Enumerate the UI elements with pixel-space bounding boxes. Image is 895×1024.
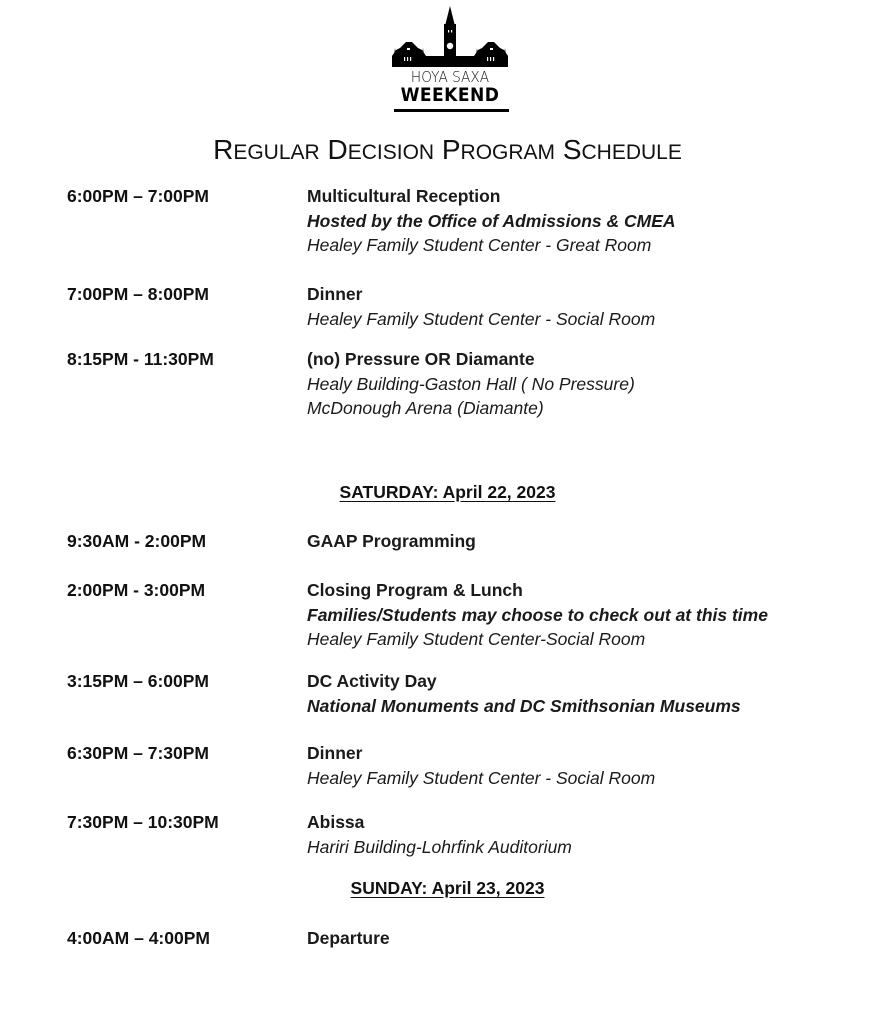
event-time: 6:00PM – 7:00PM (67, 186, 210, 206)
event-time: 4:00AM – 4:00PM (67, 928, 210, 948)
event-note: National Monuments and DC Smithsonian Museums (307, 695, 741, 716)
event-location: Healey Family Student Center - Social Room (307, 767, 656, 788)
title-rest: CHEDULE (581, 141, 682, 164)
event-name: Closing Program & Lunch (307, 580, 523, 600)
logo-line-1: HOYA SAXA (410, 68, 490, 86)
title-rest: EGULAR (233, 141, 320, 164)
event-time: 8:15PM - 11:30PM (67, 349, 214, 369)
event-name: Dinner (307, 743, 363, 763)
day-heading-text: SUNDAY: April 23, 2023 (350, 878, 545, 898)
event-details (307, 529, 476, 554)
event-location: Hariri Building-Lohrfink Auditorium (307, 836, 572, 857)
title-rest: ECISION (347, 141, 435, 164)
title-rest: ROGRAM (460, 141, 556, 164)
title-cap: P (441, 134, 461, 165)
event-location: Healey Family Student Center - Social Room (307, 308, 656, 329)
event-details (307, 741, 655, 790)
event-location: McDonough Arena (Diamante) (307, 398, 544, 418)
event-time: 7:00PM – 8:00PM (67, 284, 210, 304)
event-note: Families/Students may choose to check out at this time (307, 604, 768, 625)
day-heading-saturday (0, 480, 895, 504)
event-details (307, 810, 572, 859)
event-name: Dinner (307, 284, 363, 304)
title-cap: R (213, 134, 234, 165)
healy-hall-tower-icon (388, 4, 512, 72)
event-name: DC Activity Day (307, 671, 437, 691)
logo-line-2: WEEKEND (400, 84, 500, 106)
event-details (307, 926, 390, 951)
event-details (307, 347, 635, 421)
event-name: GAAP Programming (307, 531, 476, 551)
event-time: 2:00PM - 3:00PM (67, 580, 206, 600)
event-name: Departure (307, 928, 390, 948)
logo-underline (394, 109, 509, 112)
day-heading-text: SATURDAY: April 22, 2023 (339, 482, 556, 502)
event-time: 9:30AM - 2:00PM (67, 531, 207, 551)
event-name: (no) Pressure OR Diamante (307, 349, 535, 369)
title-word (442, 134, 555, 165)
page-title (0, 133, 895, 170)
event-note: Hosted by the Office of Admissions & CMEA (307, 210, 676, 231)
event-time: 6:30PM – 7:30PM (67, 743, 210, 763)
event-details (307, 578, 768, 652)
title-cap: D (327, 134, 348, 165)
event-time: 3:15PM – 6:00PM (67, 671, 210, 691)
event-time: 7:30PM – 10:30PM (67, 812, 219, 832)
event-location: Healey Family Student Center - Great Room (307, 235, 652, 255)
event-location: Healy Building-Gaston Hall ( No Pressure) (307, 373, 635, 394)
event-details (307, 184, 676, 258)
title-word (563, 134, 682, 165)
title-word (213, 134, 320, 165)
title-word (327, 134, 434, 165)
title-cap: S (562, 134, 582, 165)
event-name: Abissa (307, 812, 365, 832)
event-details (307, 282, 655, 331)
day-heading-sunday (0, 876, 895, 900)
hoya-saxa-weekend-logo (388, 4, 512, 118)
event-location: Healey Family Student Center-Social Room (307, 629, 646, 649)
event-details (307, 669, 741, 718)
event-name: Multicultural Reception (307, 186, 501, 206)
